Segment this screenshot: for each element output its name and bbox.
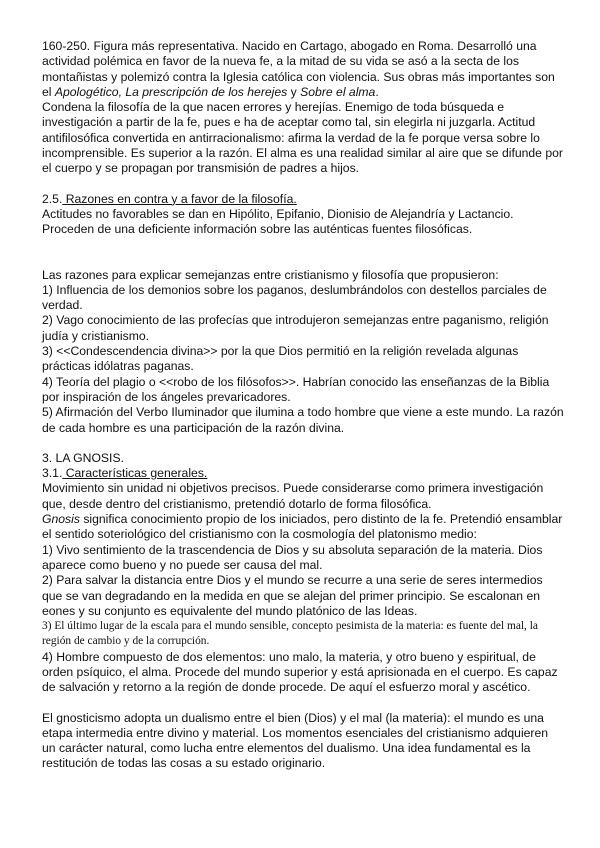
gnosis-closing-paragraph: El gnosticismo adopta un dualismo entre el bien (Dios) y el mal (la materia): el mundo es una etapa intermedia entre divino y material. Los momentos esenciales del cristianismo adquieren un carácter natural, como lucha entre elementos del dualismo. Una idea fundamental es la restitución de todas las cosas a su estado originario.: [42, 710, 549, 771]
gnosis-item-2: 2) Para salvar la distancia entre Dios y el mundo se recurre a una serie de seres intermedios que se van degradando en la medida en que se alejan del primer principio. Se escalonan en eones y su conjunto es equivalente del mundo platónico de las Ideas.: [42, 573, 543, 618]
section-number: 3.1.: [42, 466, 63, 481]
reason-item-1: 1) Influencia de los demonios sobre los paganos, deslumbrándolos con destellos parciales de verdad.: [42, 282, 547, 313]
reason-item-4: 4) Teoría del plagio o <<robo de los filósofos>>. Habrían conocido las enseñanzas de la Biblia por inspiración de los ángeles prevaricadores.: [42, 374, 550, 404]
gnosis-paragraph-1: Movimiento sin unidad ni objetivos precisos. Puede considerarse como primera investigación que, desde dentro del cristianismo, pretendió dotarlo de forma filosófica.: [42, 481, 544, 511]
reason-item-2: 2) Vago conocimiento de las profecías que introdujeron semejanzas entre paganismo, religión judía y cristianismo.: [42, 313, 549, 343]
gnosis-item-3: 3) El último lugar de la escala para el mundo sensible, concepto pesimista de la materia: es fuente del mal, la región de cambio y de la corrupción.: [42, 620, 538, 648]
reason-item-3: 3) <<Condescendencia divina>> por la que Dios permitió en la religión revelada algunas prácticas idólatras paganas.: [42, 344, 519, 374]
intro-text: 160-250. Figura más representativa. Nacido en Cartago, abogado en Roma. Desarrolló una actividad polémica en favor de la nueva fe, a la mitad de su vida se asó a la secta de los montañistas y polemizó contra la Iglesia católica con violencia. Sus obras más importantes son el: [42, 39, 555, 99]
reason-item-5: 5) Afirmación del Verbo Iluminador que ilumina a todo hombre que viene a este mundo. La razón de cada hombre es una participación de la razón divina.: [42, 405, 564, 435]
section-title: Características generales.: [62, 466, 208, 481]
gnosis-item-1: 1) Vivo sentimiento de la trascendencia de Dios y su absoluta separación de la materia. Dios aparece como bueno y no puede ser causa del mal.: [42, 542, 543, 572]
section-3-1-heading: [42, 466, 564, 481]
conjunction: y: [287, 84, 301, 99]
section-title: Razones en contra y a favor de la filosofía.: [62, 191, 297, 206]
gnosis-item-4: 4) Hombre compuesto de dos elementos: uno malo, la materia, y otro bueno y espiritual, de orden psíquico, el alma. Procede del mundo superior y está aprisionada en el cuerpo. Es capaz de salvación y retorno a la región de donde procede. De aquí el esfuerzo moral y ascético.: [42, 649, 558, 695]
intro-paragraph: [42, 39, 564, 100]
intro-paragraph-2: Condena la filosofía de la que nacen errores y herejías. Enemigo de toda búsqueda e investigación a partir de la fe, pues e ha de aceptar como tal, sin elegirla ni juzgarla. Actitud antifilosófica convertida en antirracionalismo: afirma la verdad de la fe porque versa sobre lo incomprensible. Es superior a la razón. El alma es una realidad similar al aire que se difunde por el cuerpo y se propagan por transmisión de padres a hijos.: [42, 100, 563, 176]
section-number: 2.5.: [42, 191, 63, 206]
reasons-intro: Las razones para explicar semejanzas entre cristianismo y filosofía que propusieron:: [42, 267, 499, 282]
section-3-heading: 3. LA GNOSIS.: [42, 450, 124, 465]
document-page: [42, 39, 564, 772]
section-2-5-paragraph: Actitudes no favorables se dan en Hipólito, Epifanio, Dionisio de Alejandría y Lactancio. Proceden de una deficiente información sobre las auténticas fuentes filosóficas.: [42, 206, 514, 237]
works-title: Apologético, La prescripción de los herejes: [54, 84, 288, 99]
work-title-soul: Sobre el alma: [300, 84, 376, 99]
period: .: [375, 84, 379, 99]
gnosis-term: Gnosis: [42, 512, 80, 527]
gnosis-paragraph-2: [42, 512, 564, 543]
gnosis-definition: significa conocimiento propio de los iniciados, pero distinto de la fe. Pretendió ensamblar el sentido soteriológico del cristianismo con la cosmología del platonismo medio:: [42, 512, 563, 542]
section-2-5-heading: [42, 192, 564, 207]
